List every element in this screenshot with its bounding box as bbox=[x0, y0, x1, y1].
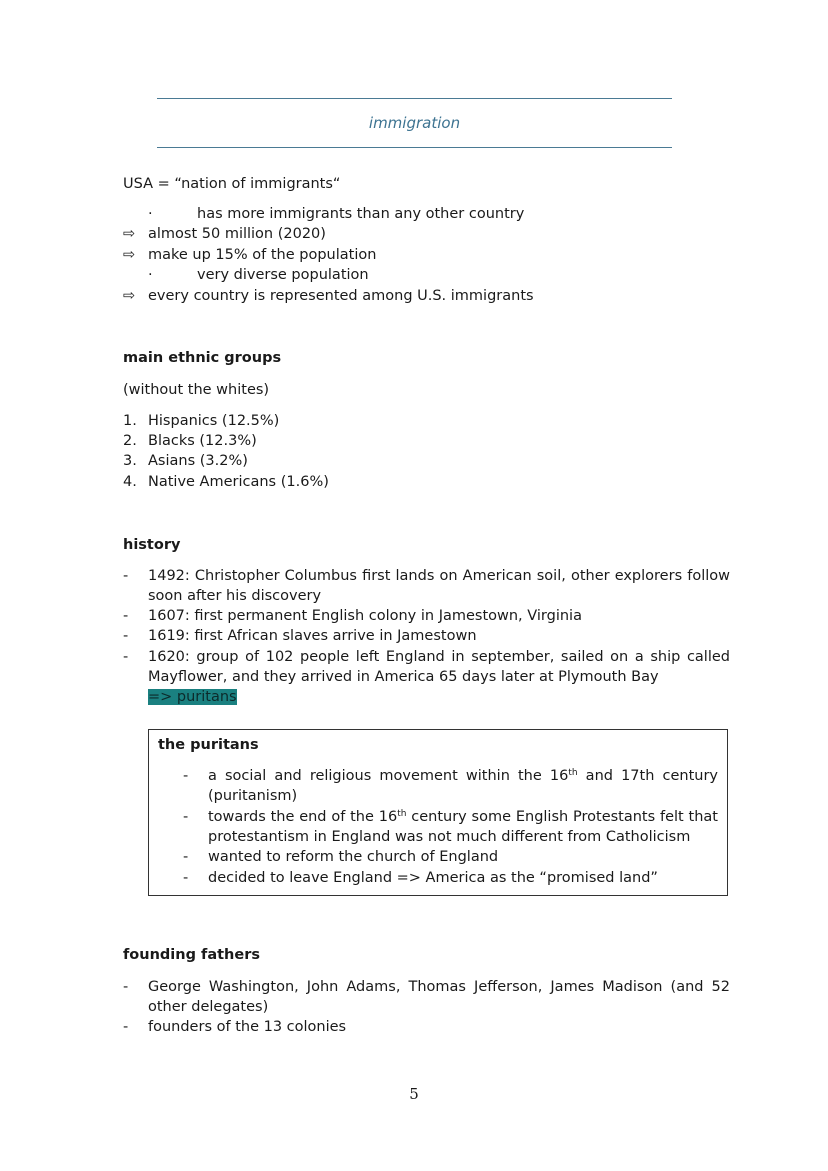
usa-item: has more immigrants than any other country bbox=[197, 206, 525, 222]
dash-bullet: - bbox=[123, 979, 129, 995]
list-item: Native Americans (1.6%) bbox=[148, 474, 329, 490]
usa-item: make up 15% of the population bbox=[148, 247, 377, 263]
dash-bullet: - bbox=[123, 628, 129, 644]
bullet-dot-icon: · bbox=[148, 267, 153, 283]
puritans-item: decided to leave England => America as the “promised land” bbox=[208, 870, 658, 886]
box-heading: the puritans bbox=[158, 737, 259, 753]
dash-bullet: - bbox=[183, 809, 189, 825]
list-number: 4. bbox=[123, 474, 137, 490]
header-top-rule bbox=[157, 98, 672, 99]
founders-item: founders of the 13 colonies bbox=[148, 1019, 347, 1035]
ethnic-note: (without the whites) bbox=[123, 382, 270, 398]
usa-intro: USA = “nation of immigrants“ bbox=[123, 176, 341, 192]
founders-item: George Washington, John Adams, Thomas Jefferson, James Madison (and 52 other delegates) bbox=[148, 979, 730, 1015]
header-bottom-rule bbox=[157, 147, 672, 148]
arrow-icon: ⇨ bbox=[123, 288, 136, 304]
list-item: Blacks (12.3%) bbox=[148, 433, 257, 449]
bullet-dot-icon: · bbox=[148, 206, 153, 222]
highlighted-text: => puritans bbox=[148, 689, 237, 705]
section-heading-founders: founding fathers bbox=[123, 947, 260, 963]
section-heading-history: history bbox=[123, 537, 181, 553]
puritans-item: wanted to reform the church of England bbox=[208, 849, 499, 865]
dash-bullet: - bbox=[183, 849, 189, 865]
page-number: 5 bbox=[409, 1085, 419, 1103]
usa-item: very diverse population bbox=[197, 267, 369, 283]
history-item: 1620: group of 102 people left England in september, sailed on a ship called Mayflower, and they arrived in America 65 days later at Plymouth Bay bbox=[148, 649, 730, 685]
list-number: 1. bbox=[123, 413, 137, 429]
usa-item: every country is represented among U.S. immigrants bbox=[148, 288, 534, 304]
history-item: 1607: first permanent English colony in Jamestown, Virginia bbox=[148, 608, 582, 624]
history-item: 1492: Christopher Columbus first lands on American soil, other explorers follow soon after his discovery bbox=[148, 568, 730, 604]
list-item: Asians (3.2%) bbox=[148, 453, 248, 469]
dash-bullet: - bbox=[123, 608, 129, 624]
dash-bullet: - bbox=[183, 768, 189, 784]
page-title: immigration bbox=[368, 114, 461, 132]
section-heading-ethnic: main ethnic groups bbox=[123, 350, 282, 366]
arrow-icon: ⇨ bbox=[123, 226, 136, 242]
list-number: 2. bbox=[123, 433, 137, 449]
dash-bullet: - bbox=[123, 568, 129, 584]
puritans-item: towards the end of the 16th century some English Protestants felt that protestantism in England was not much different from Catholicism bbox=[208, 809, 718, 845]
arrow-icon: ⇨ bbox=[123, 247, 136, 263]
dash-bullet: - bbox=[123, 1019, 129, 1035]
history-item: 1619: first African slaves arrive in Jamestown bbox=[148, 628, 477, 644]
usa-item: almost 50 million (2020) bbox=[148, 226, 326, 242]
list-number: 3. bbox=[123, 453, 137, 469]
dash-bullet: - bbox=[183, 870, 189, 886]
dash-bullet: - bbox=[123, 649, 129, 665]
list-item: Hispanics (12.5%) bbox=[148, 413, 280, 429]
puritans-item: a social and religious movement within the 16th and 17th century (puritanism) bbox=[208, 768, 718, 804]
